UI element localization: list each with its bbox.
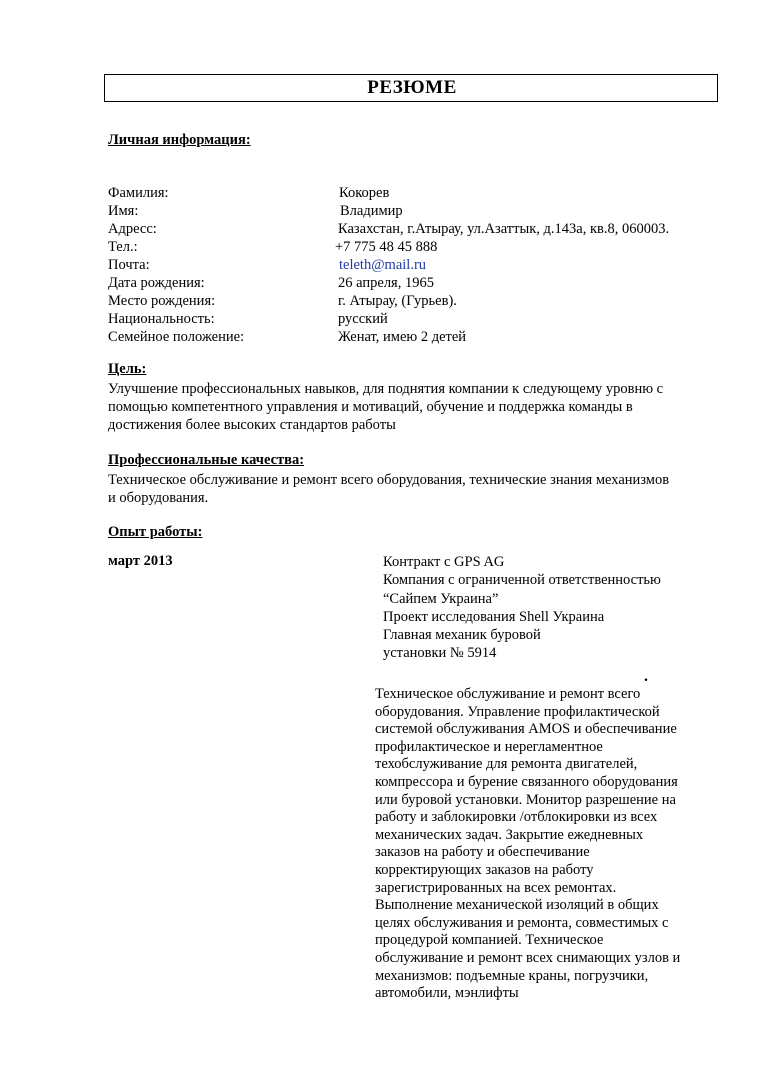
goal-line: достижения более высоких стандартов работы — [108, 417, 396, 433]
name-value: Владимир — [340, 203, 403, 219]
qualities-heading: Профессиональные качества: — [108, 452, 305, 468]
phone-value: +7 775 48 45 888 — [335, 239, 438, 255]
job-description — [375, 686, 720, 1003]
description-line: корректирующих заказов на работу — [375, 861, 594, 878]
description-line: профилактическое и нерегламентное — [375, 738, 603, 755]
personal-info-heading: Личная информация: — [108, 132, 251, 148]
description-line: компрессора и бурение связанного оборудования — [375, 773, 678, 790]
description-line: механических задач. Закрытие ежедневных — [375, 826, 644, 843]
experience-date: март 2013 — [108, 553, 173, 569]
description-line: Техническое обслуживание и ремонт всего — [375, 686, 641, 702]
goal-heading: Цель: — [108, 361, 147, 377]
surname-value: Кокорев — [339, 185, 390, 201]
address-value: Казахстан, г.Атырау, ул.Азаттык, д.143а, кв.8, 060003. — [338, 221, 670, 237]
separator-dot: . — [644, 668, 648, 685]
birthplace-value: г. Атырау, (Гурьев). — [338, 293, 457, 309]
birthplace-label: Место рождения: — [108, 293, 216, 309]
description-line: заказов на работу и обеспечивание — [375, 844, 590, 861]
marital-status-label: Семейное положение: — [108, 329, 245, 345]
qualities-line: Техническое обслуживание и ремонт всего оборудования, технические знания механизмов — [108, 472, 670, 488]
description-line: работу и заблокировки /отблокировки из всех — [375, 809, 658, 826]
resume-title: РЕЗЮМЕ — [367, 77, 457, 98]
title-box — [104, 74, 718, 102]
marital-status-value: Женат, имею 2 детей — [338, 329, 467, 345]
qualities-text — [108, 471, 723, 507]
phone-label: Тел.: — [108, 239, 138, 255]
address-label: Адресс: — [108, 221, 157, 237]
surname-label: Фамилия: — [108, 185, 169, 201]
job-line: Компания с ограниченной ответственностью — [383, 572, 661, 589]
description-line: механизмов: подъемные краны, погрузчики, — [375, 967, 649, 984]
description-line: техобслуживание для ремонта двигателей, — [375, 756, 638, 773]
description-line: системой обслуживания AMOS и обеспечивание — [375, 721, 677, 738]
nationality-label: Национальность: — [108, 311, 215, 327]
goal-line: помощью компетентного управления и мотиваций, обучение и поддержка команды в — [108, 399, 633, 415]
job-line: установки № 5914 — [383, 645, 497, 662]
description-line: или буровой установки. Монитор разрешение на — [375, 791, 676, 808]
job-line: “Сайпем Украина” — [383, 590, 499, 607]
description-line: оборудования. Управление профилактической — [375, 703, 660, 720]
description-line: процедурой компанией. Техническое — [375, 932, 604, 949]
birthdate-value: 26 апреля, 1965 — [338, 275, 434, 291]
description-line: зарегистрированных на всех ремонтах. — [375, 879, 617, 896]
description-line: автомобили, мэнлифты — [375, 985, 519, 1002]
nationality-value: русский — [338, 311, 388, 327]
email-link[interactable]: teleth@mail.ru — [339, 257, 427, 273]
goal-text — [108, 380, 723, 434]
name-label: Имя: — [108, 203, 139, 219]
description-line: целях обслуживания и ремонта, совместимых с — [375, 914, 669, 931]
qualities-line: и оборудования. — [108, 490, 209, 506]
job-line: Главная механик буровой — [383, 627, 541, 644]
experience-heading: Опыт работы: — [108, 524, 203, 540]
job-line: Проект исследования Shell Украина — [383, 608, 605, 625]
description-line: Выполнение механической изоляций в общих — [375, 897, 659, 914]
birthdate-label: Дата рождения: — [108, 275, 205, 291]
job-details — [383, 553, 661, 663]
description-line: обслуживание и ремонт всех снимающих узлов и — [375, 949, 681, 966]
job-line: Контракт с GPS AG — [383, 554, 505, 570]
goal-line: Улучшение профессиональных навыков, для поднятия компании к следующему уровню с — [108, 381, 664, 397]
email-label: Почта: — [108, 257, 150, 273]
